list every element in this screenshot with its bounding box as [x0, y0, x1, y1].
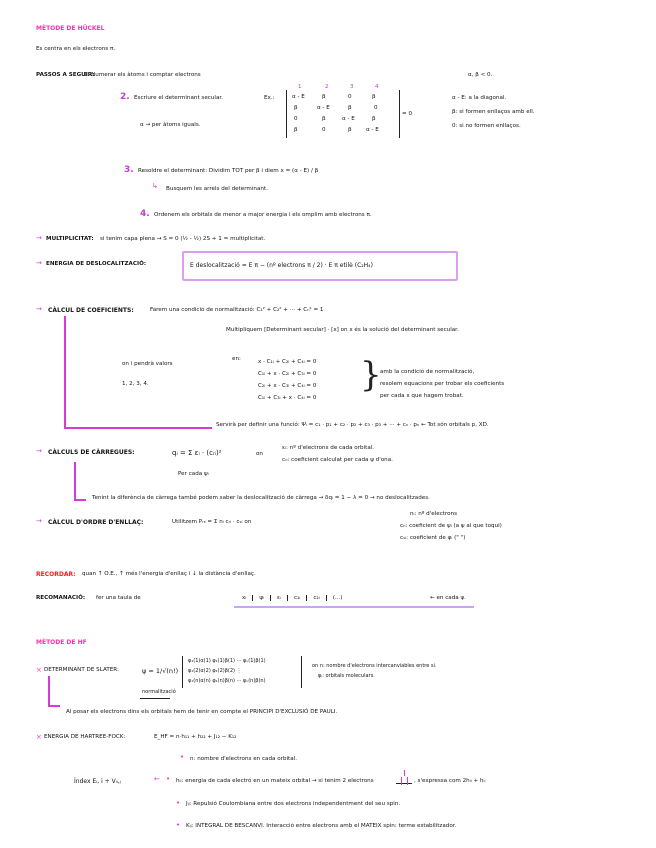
carregues-formula: qᵢ = Σ εᵢ · (cᵣᵢ)²	[172, 449, 222, 457]
equation-3: C₂ᵢ + x · C₃ᵢ + C₄ᵢ = 0	[258, 383, 317, 389]
hf-title: MÈTODE DE HF	[36, 639, 87, 646]
m-2-0: 0	[294, 116, 298, 122]
m-1-1: α - E	[317, 105, 330, 111]
hf-energy-equation: E_HF = n·h₁₁ + h₂₂ + J₁₂ − K₁₂	[154, 734, 237, 740]
m-0-0: α - E	[292, 94, 305, 100]
carregues-per-cada: Per cada ψᵢ	[178, 471, 209, 477]
carregues-legend-2: cᵣᵢ: coeficient calculat per cada ψ d'ona.	[282, 457, 393, 463]
slater-horizontal-line	[48, 705, 60, 707]
legend-nobond: 0: si no formen enllaços.	[452, 123, 521, 129]
equation-4: C₁ᵢ + C₃ᵢ + x · C₄ᵢ = 0	[258, 395, 317, 401]
carregues-arrow-icon: →	[36, 447, 42, 455]
recomanacio-table	[236, 591, 348, 605]
ordre-legend-2: cᵣᵢ: coeficient de ψᵢ (a ψ al que toqui)	[400, 523, 502, 529]
normalization-underline	[140, 698, 170, 699]
with-condition: amb la condició de normalització,	[380, 369, 475, 375]
index-arrow-icon: ←	[154, 775, 160, 783]
table-col-c1: c₁ᵢ	[287, 595, 306, 601]
fill-label: on i pendrà valors	[122, 361, 173, 367]
slater-normalization: normalització	[142, 689, 176, 695]
hf-energy-label: ENERGIA DE HARTREE-FOCK:	[44, 734, 126, 740]
table-col-c2: c₂ᵢ	[306, 595, 325, 601]
slater-row-1: φ₁(1)α(1) φ₁(1)β(1) ··· φₙ(1)β(1)	[188, 658, 266, 664]
step-4-number: 4.	[140, 209, 150, 219]
step-3-sub: Busquem les arrels del determinant.	[166, 186, 268, 192]
m-0-3: β	[372, 94, 376, 100]
m-0-2: 0	[348, 94, 352, 100]
ordre-legend-1: nᵢ: nº d'electrons	[410, 511, 458, 517]
deslocalitzacio-label: ENERGIA DE DESLOCALITZACIÓ:	[46, 261, 147, 267]
recomanacio-label: RECOMANACIÓ:	[36, 595, 86, 601]
table-col-x: xᵢ	[242, 595, 247, 601]
carregues-on: on	[256, 451, 263, 457]
n-description: n: nombre d'electrons en cada orbital.	[190, 756, 298, 762]
slater-row-3: φ₁(n)α(n) φ₁(n)β(n) ··· φₙ(n)β(n)	[188, 678, 266, 684]
step-3: Resoldre el determinant: Dividim TOT per β i diem x = (α - E) / β	[138, 168, 319, 174]
equation-2: C₁ᵢ + x · C₂ᵢ + C₃ᵢ = 0	[258, 371, 317, 377]
table-col-eps: εᵢ	[270, 595, 287, 601]
index-label: Índex Eᵢ, i + Vᵢᵢ,ⱼ	[74, 778, 121, 785]
equation-1: x · C₁ᵢ + C₂ᵢ + C₄ᵢ = 0	[258, 359, 317, 365]
legend-diagonal: α - E: a la diagonal.	[452, 95, 507, 101]
recomanacio-text: fer una taula de	[96, 595, 141, 601]
carregues-note: Tenint la diferència de càrrega també podem saber la deslocalització de càrrega → δqᵢ = 1 − λ = 0 → no deslocalitzades.	[92, 495, 430, 501]
table-col-etc: (...)	[326, 595, 349, 601]
slater-row-2: φ₁(2)α(2) φ₁(2)β(2) ⋮	[188, 668, 242, 674]
multiplicitat-label: MULTIPLICITAT:	[46, 236, 94, 242]
legend-bond: β: si formen enllaços amb ell.	[452, 109, 535, 115]
matrix-col-4: 4	[375, 84, 379, 90]
solve-text: resolem equacions per trobar els coeficients	[380, 381, 505, 387]
ordre-label: CÀLCUL D'ORDRE D'ENLLAÇ:	[48, 519, 144, 526]
m-2-3: β	[372, 116, 376, 122]
m-2-1: β	[322, 116, 326, 122]
equations-brace: }	[360, 355, 382, 395]
deslocalitzacio-formula: E deslocalització = E π − (nº electrons π / 2) · E π etilè (C₂H₄)	[190, 262, 373, 269]
recordar-label: RECORDAR:	[36, 571, 76, 578]
step-3-arrow-icon: ↳	[152, 182, 158, 190]
ordre-arrow-icon: →	[36, 517, 42, 525]
slater-vertical-line	[48, 676, 50, 706]
m-3-0: β	[294, 127, 298, 133]
n-bullet-icon: •	[180, 753, 185, 761]
fill-values: 1, 2, 3, 4.	[122, 381, 149, 387]
m-1-3: 0	[374, 105, 378, 111]
k-bullet-icon: •	[176, 821, 181, 829]
coeficients-label: CÀLCUL DE COEFICIENTS:	[48, 307, 134, 314]
carregues-vertical-line	[74, 462, 76, 500]
psi-definition: Servirà per definir una funció: Ψᵢ = c₁ · p₁ + c₂ · p₂ + c₃ · p₃ + ··· + cₙ · pₙ ← Tot són orbitals p, XD.	[216, 422, 489, 428]
recomanacio-underline	[234, 606, 474, 608]
step-2-number: 2.	[120, 92, 130, 102]
recordar-text: quan ↑ O.E., ↑ més l'energia d'enllaç i ↓ la distància d'enllaç.	[82, 571, 256, 577]
alpha-note: α → per àtoms iguals.	[140, 122, 201, 128]
m-2-2: α - E	[342, 116, 355, 122]
step-1: 1. Numerar els àtoms i comptar electrons	[84, 72, 201, 78]
equations-en: en:	[232, 356, 241, 362]
m-0-1: β	[322, 94, 326, 100]
huckel-title: MÈTODE DE HÜCKEL	[36, 25, 105, 32]
h-tail: , s'expressa com 2hᵢᵢ + hᵢᵢ	[414, 778, 486, 784]
matrix-equals-zero: = 0	[402, 111, 413, 117]
pauli-text: Al posar els electrons dins els orbitals hem de tenir en compte el PRINCIPI D'EXCLUSIÓ DE PAULI.	[66, 709, 338, 715]
coeficients-multiply: Multipliquem [Determinant secular] · [x] on x és la solució del determinant secular.	[226, 327, 459, 333]
h-bullet-icon: •	[166, 775, 171, 783]
matrix-col-3: 3	[350, 84, 354, 90]
multiplicitat-text: si tenim capa plena → S = 0 (½ - ½) 2S + 1 = multiplicitat.	[100, 236, 266, 242]
matrix-col-1: 1	[298, 84, 302, 90]
recomanacio-tail: ← en cada ψ.	[430, 595, 466, 601]
slater-note-2: φᵢ: orbitals moleculars.	[318, 673, 375, 679]
condition-note: α, β < 0.	[468, 72, 493, 78]
hf-energy-bullet-icon: ×	[36, 733, 42, 741]
table-col-psi: ψᵢ	[252, 595, 270, 601]
h-description: hᵢᵢ: energia de cada electró en un mateix orbital → si tenim 2 electrons	[176, 778, 374, 784]
per-text: per cada x que hagem trobat.	[380, 393, 464, 399]
coeficients-normal: Farem una condició de normalització: C₁² + C₂² + ··· + Cₙ² = 1	[150, 307, 324, 313]
ordre-legend-3: cₛᵢ: coeficient de ψᵢ (" ")	[400, 535, 466, 541]
coeficients-arrow-icon: →	[36, 305, 42, 313]
step-3-number: 3.	[124, 165, 134, 175]
slater-note-1: on n: nombre d'electrons intercanviables entre si.	[312, 663, 437, 669]
m-3-3: α - E	[366, 127, 379, 133]
carregues-legend-1: εᵢ: nº d'electrons de cada orbital.	[282, 445, 375, 451]
slater-psi: ψ = 1/√(n!)	[142, 667, 179, 675]
huckel-intro: Es centra en els electrons π.	[36, 46, 116, 52]
slater-bullet-icon: ×	[36, 666, 42, 674]
step-2: Escriure el determinant secular.	[134, 95, 223, 101]
ordre-text: Utilitzem Pᵣₛ = Σ nᵢ cᵣᵢ · cₛᵢ on	[172, 519, 252, 525]
step-4: Ordenem els orbitals de menor a major energia i els omplim amb electrons π.	[154, 212, 372, 218]
coeficients-horizontal-line	[64, 427, 212, 429]
deslocalitzacio-arrow-icon: →	[36, 259, 42, 267]
coeficients-vertical-line	[64, 316, 66, 428]
matrix-col-2: 2	[325, 84, 329, 90]
m-3-1: 0	[322, 127, 326, 133]
slater-label: DETERMINANT DE SLATER:	[44, 667, 119, 673]
m-3-2: β	[348, 127, 352, 133]
m-1-0: β	[294, 105, 298, 111]
k-description: Kᵢⱼ: INTEGRAL DE BESCANVI. Interacció entre electrons amb el MATEIX spin: terme estabilitzador.	[186, 823, 457, 829]
j-bullet-icon: •	[176, 799, 181, 807]
m-1-2: β	[348, 105, 352, 111]
steps-label: PASSOS A SEGUIR:	[36, 72, 95, 78]
carregues-label: CÀLCULS DE CÀRREGUES:	[48, 449, 135, 456]
example-label: Ex.:	[264, 95, 275, 101]
multiplicitat-arrow-icon: →	[36, 234, 42, 242]
j-description: Jᵢⱼ: Repulsió Coulombiana entre dos electrons independentment del seu spin.	[186, 801, 401, 807]
carregues-horizontal-line	[74, 499, 86, 501]
